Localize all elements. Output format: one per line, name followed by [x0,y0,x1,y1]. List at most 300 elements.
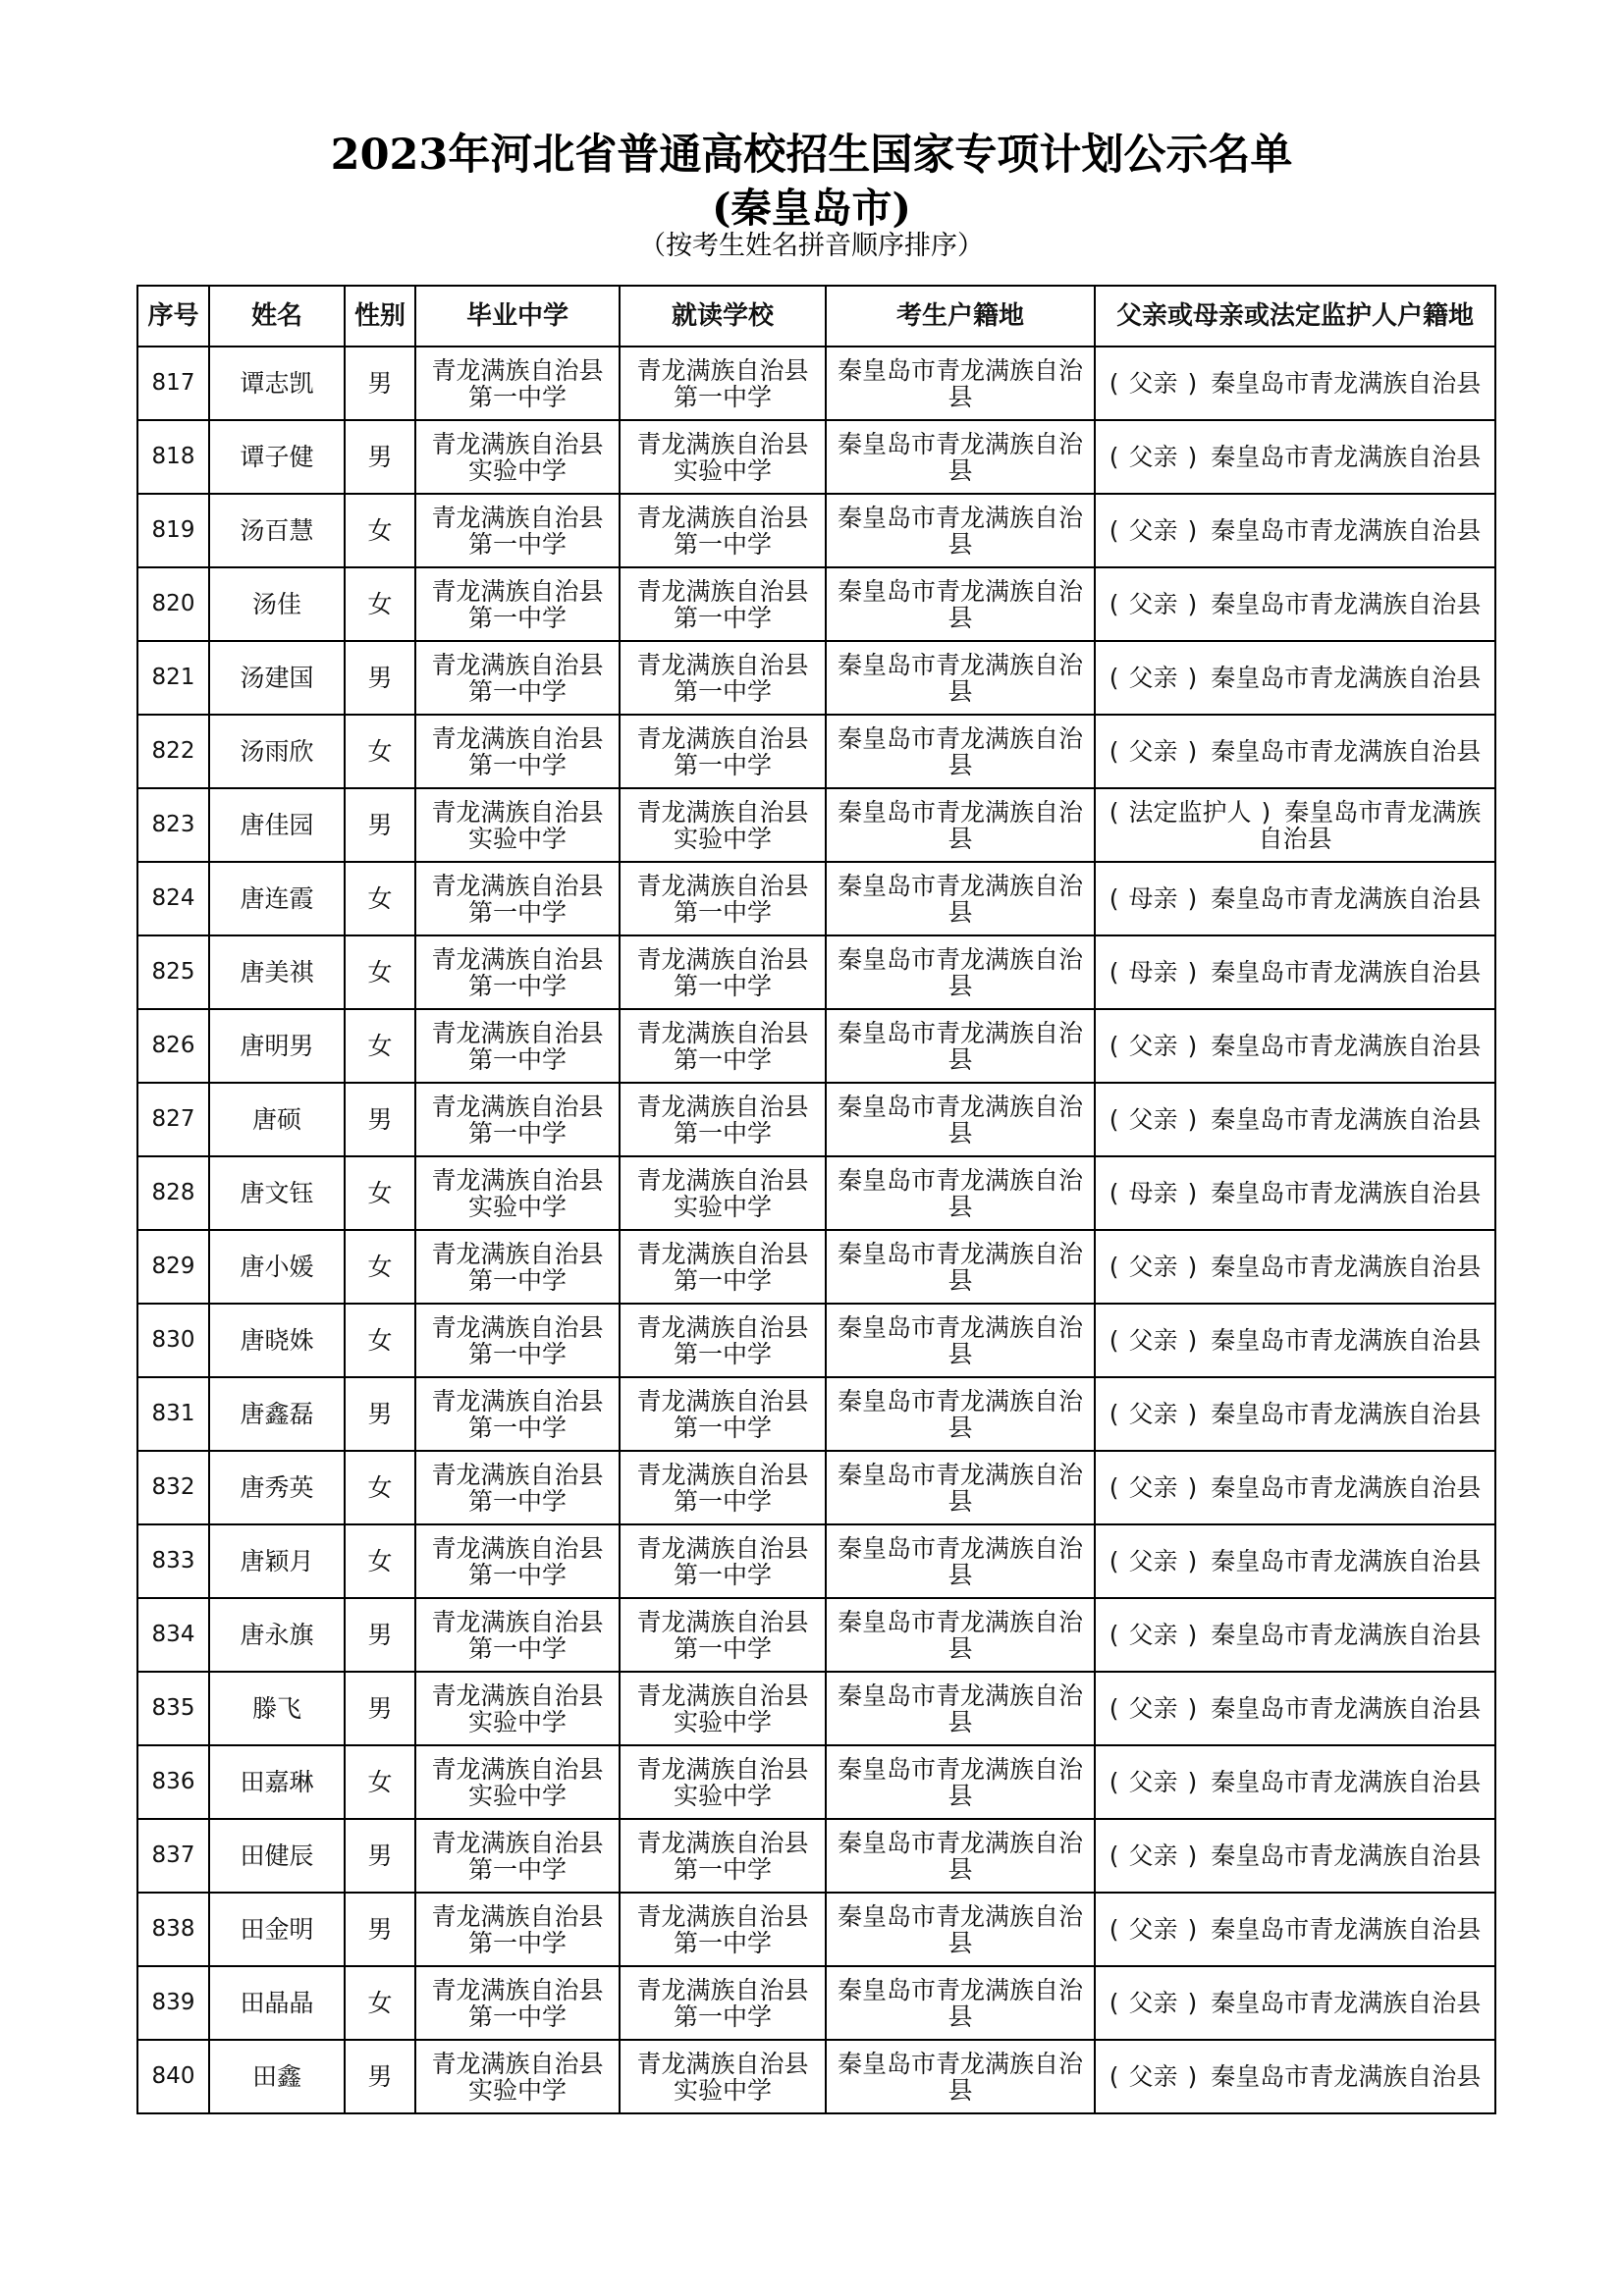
cell-guardian-hukou [1095,567,1495,641]
table-row [137,420,1495,494]
close-paren: ) [1187,1694,1198,1723]
guardian-hukou-text: 秦皇岛市青龙满族自治县 [1211,1621,1482,1649]
document-title: 2023年河北省普通高校招生国家专项计划公示名单 [330,131,1293,180]
cell-graduation-school: 青龙满族自治县第一中学 [415,1304,620,1377]
cell-seq: 830 [137,1304,209,1377]
cell-current-school: 青龙满族自治县第一中学 [620,862,826,935]
cell-current-school: 青龙满族自治县实验中学 [620,420,826,494]
table-row [137,1672,1495,1745]
cell-name: 汤百慧 [209,494,345,567]
guardian-relation: 父亲 [1128,664,1178,692]
table-row [137,2040,1495,2113]
cell-gender: 女 [345,1304,415,1377]
cell-seq: 829 [137,1230,209,1304]
guardian-hukou-text: 秦皇岛市青龙满族自治县 [1211,1842,1482,1870]
cell-current-school: 青龙满族自治县实验中学 [620,2040,826,2113]
roster-table [136,285,1496,2114]
close-paren: ) [1187,1400,1198,1428]
cell-current-school: 青龙满族自治县第一中学 [620,1009,826,1083]
cell-name: 唐晓姝 [209,1304,345,1377]
close-paren: ) [1187,1989,1198,2017]
open-paren: ( [1109,1915,1119,1944]
cell-student-hukou: 秦皇岛市青龙满族自治县 [826,1745,1095,1819]
close-paren: ) [1187,958,1198,987]
guardian-hukou-text: 秦皇岛市青龙满族自治县 [1211,1989,1482,2017]
cell-guardian-hukou [1095,935,1495,1009]
cell-current-school: 青龙满族自治县第一中学 [620,1451,826,1524]
cell-guardian-hukou [1095,1524,1495,1598]
guardian-relation: 父亲 [1128,1032,1178,1060]
open-paren: ( [1109,1621,1119,1649]
roster-body [137,347,1495,2113]
cell-gender: 女 [345,862,415,935]
guardian-hukou-text: 秦皇岛市青龙满族自治县 [1211,1915,1482,1944]
cell-graduation-school: 青龙满族自治县第一中学 [415,567,620,641]
cell-gender: 男 [345,641,415,715]
header-current-school: 就读学校 [620,286,826,347]
cell-graduation-school: 青龙满族自治县第一中学 [415,715,620,788]
close-paren: ) [1187,1179,1198,1207]
guardian-hukou-text: 秦皇岛市青龙满族自治县 [1211,1105,1482,1134]
table-row [137,1230,1495,1304]
guardian-relation: 父亲 [1128,1915,1178,1944]
cell-graduation-school: 青龙满族自治县第一中学 [415,1230,620,1304]
table-row [137,1156,1495,1230]
cell-graduation-school: 青龙满族自治县第一中学 [415,935,620,1009]
guardian-relation: 父亲 [1128,443,1178,471]
cell-seq: 818 [137,420,209,494]
cell-current-school: 青龙满族自治县实验中学 [620,1156,826,1230]
open-paren: ( [1109,1400,1119,1428]
close-paren: ) [1187,443,1198,471]
guardian-hukou-text: 秦皇岛市青龙满族自治县 [1211,443,1482,471]
cell-name: 唐颖月 [209,1524,345,1598]
cell-student-hukou: 秦皇岛市青龙满族自治县 [826,715,1095,788]
cell-student-hukou: 秦皇岛市青龙满族自治县 [826,935,1095,1009]
open-paren: ( [1109,1253,1119,1281]
guardian-relation: 父亲 [1128,1989,1178,2017]
cell-graduation-school: 青龙满族自治县第一中学 [415,1009,620,1083]
close-paren: ) [1187,1253,1198,1281]
guardian-relation: 父亲 [1128,1400,1178,1428]
guardian-relation: 父亲 [1128,1694,1178,1723]
close-paren: ) [1187,1768,1198,1796]
cell-seq: 832 [137,1451,209,1524]
cell-current-school: 青龙满族自治县第一中学 [620,1083,826,1156]
cell-student-hukou: 秦皇岛市青龙满族自治县 [826,2040,1095,2113]
cell-student-hukou: 秦皇岛市青龙满族自治县 [826,1377,1095,1451]
cell-current-school: 青龙满族自治县第一中学 [620,1524,826,1598]
close-paren: ) [1187,1032,1198,1060]
cell-gender: 男 [345,347,415,420]
cell-current-school: 青龙满族自治县第一中学 [620,715,826,788]
table-row [137,1598,1495,1672]
cell-seq: 826 [137,1009,209,1083]
cell-student-hukou: 秦皇岛市青龙满族自治县 [826,1230,1095,1304]
open-paren: ( [1109,1032,1119,1060]
guardian-hukou-text: 秦皇岛市青龙满族自治县 [1211,958,1482,987]
cell-student-hukou: 秦皇岛市青龙满族自治县 [826,1524,1095,1598]
cell-name: 汤佳 [209,567,345,641]
guardian-hukou-text: 秦皇岛市青龙满族自治县 [1211,884,1482,913]
cell-graduation-school: 青龙满族自治县第一中学 [415,1377,620,1451]
open-paren: ( [1109,797,1119,827]
guardian-relation: 父亲 [1128,1842,1178,1870]
table-row [137,1745,1495,1819]
cell-student-hukou: 秦皇岛市青龙满族自治县 [826,1893,1095,1966]
cell-guardian-hukou [1095,1745,1495,1819]
open-paren: ( [1109,1989,1119,2017]
cell-current-school: 青龙满族自治县第一中学 [620,567,826,641]
cell-current-school: 青龙满族自治县第一中学 [620,494,826,567]
cell-student-hukou: 秦皇岛市青龙满族自治县 [826,788,1095,862]
table-row [137,1451,1495,1524]
cell-graduation-school: 青龙满族自治县第一中学 [415,494,620,567]
open-paren: ( [1109,1179,1119,1207]
cell-graduation-school: 青龙满族自治县第一中学 [415,641,620,715]
cell-gender: 女 [345,1230,415,1304]
guardian-relation: 父亲 [1128,1473,1178,1502]
cell-name: 谭志凯 [209,347,345,420]
cell-gender: 女 [345,1156,415,1230]
cell-name: 谭子健 [209,420,345,494]
guardian-relation: 父亲 [1128,1326,1178,1355]
cell-current-school: 青龙满族自治县第一中学 [620,1819,826,1893]
open-paren: ( [1109,590,1119,618]
cell-guardian-hukou [1095,788,1495,862]
cell-name: 唐连霞 [209,862,345,935]
cell-gender: 男 [345,1598,415,1672]
table-row [137,567,1495,641]
guardian-relation: 父亲 [1128,1768,1178,1796]
close-paren: ) [1187,1621,1198,1649]
sort-order-note: （按考生姓名拼音顺序排序） [639,231,984,261]
cell-gender: 男 [345,1083,415,1156]
cell-seq: 837 [137,1819,209,1893]
cell-student-hukou: 秦皇岛市青龙满族自治县 [826,420,1095,494]
cell-current-school: 青龙满族自治县第一中学 [620,1304,826,1377]
cell-gender: 女 [345,1966,415,2040]
table-row [137,935,1495,1009]
close-paren: ) [1187,1915,1198,1944]
cell-gender: 男 [345,1377,415,1451]
cell-graduation-school: 青龙满族自治县实验中学 [415,1156,620,1230]
cell-seq: 827 [137,1083,209,1156]
cell-name: 田嘉琳 [209,1745,345,1819]
cell-graduation-school: 青龙满族自治县第一中学 [415,1819,620,1893]
table-row [137,862,1495,935]
cell-seq: 836 [137,1745,209,1819]
guardian-relation: 父亲 [1128,590,1178,618]
cell-graduation-school: 青龙满族自治县第一中学 [415,1893,620,1966]
guardian-relation: 父亲 [1128,1547,1178,1575]
guardian-hukou-text: 秦皇岛市青龙满族自治县 [1211,1768,1482,1796]
cell-gender: 女 [345,494,415,567]
table-row [137,1966,1495,2040]
cell-seq: 835 [137,1672,209,1745]
cell-graduation-school: 青龙满族自治县实验中学 [415,1745,620,1819]
header-guardian-hukou: 父亲或母亲或法定监护人户籍地 [1095,286,1495,347]
cell-current-school: 青龙满族自治县第一中学 [620,1598,826,1672]
cell-guardian-hukou [1095,1156,1495,1230]
cell-student-hukou: 秦皇岛市青龙满族自治县 [826,494,1095,567]
guardian-hukou-text: 秦皇岛市青龙满族自治县 [1211,516,1482,545]
cell-graduation-school: 青龙满族自治县第一中学 [415,1083,620,1156]
cell-gender: 男 [345,420,415,494]
cell-student-hukou: 秦皇岛市青龙满族自治县 [826,1304,1095,1377]
close-paren: ) [1261,797,1271,827]
cell-seq: 839 [137,1966,209,2040]
table-header-row [137,286,1495,347]
guardian-hukou-text: 秦皇岛市青龙满族自治县 [1211,1253,1482,1281]
cell-current-school: 青龙满族自治县第一中学 [620,1966,826,2040]
cell-current-school: 青龙满族自治县第一中学 [620,1377,826,1451]
cell-name: 唐文钰 [209,1156,345,1230]
cell-student-hukou: 秦皇岛市青龙满族自治县 [826,1819,1095,1893]
cell-seq: 831 [137,1377,209,1451]
cell-name: 唐明男 [209,1009,345,1083]
cell-gender: 男 [345,1819,415,1893]
cell-seq: 824 [137,862,209,935]
cell-graduation-school: 青龙满族自治县实验中学 [415,420,620,494]
cell-current-school: 青龙满族自治县实验中学 [620,1672,826,1745]
guardian-relation: 父亲 [1128,516,1178,545]
guardian-hukou-text: 秦皇岛市青龙满族自治县 [1211,1694,1482,1723]
cell-student-hukou: 秦皇岛市青龙满族自治县 [826,1083,1095,1156]
close-paren: ) [1187,2062,1198,2091]
cell-student-hukou: 秦皇岛市青龙满族自治县 [826,1966,1095,2040]
cell-seq: 817 [137,347,209,420]
cell-guardian-hukou [1095,641,1495,715]
cell-student-hukou: 秦皇岛市青龙满族自治县 [826,641,1095,715]
guardian-hukou-text: 秦皇岛市青龙满族自治县 [1211,2062,1482,2091]
cell-gender: 女 [345,567,415,641]
table-row [137,1377,1495,1451]
cell-name: 田鑫 [209,2040,345,2113]
cell-seq: 834 [137,1598,209,1672]
guardian-relation: 母亲 [1128,1179,1178,1207]
table-row [137,1893,1495,1966]
cell-name: 唐佳园 [209,788,345,862]
open-paren: ( [1109,1768,1119,1796]
guardian-relation: 法定监护人 [1128,797,1252,827]
cell-guardian-hukou [1095,347,1495,420]
open-paren: ( [1109,1842,1119,1870]
table-row [137,788,1495,862]
cell-current-school: 青龙满族自治县第一中学 [620,1230,826,1304]
cell-graduation-school: 青龙满族自治县第一中学 [415,1451,620,1524]
table-row [137,1083,1495,1156]
guardian-hukou-text: 秦皇岛市青龙满族自治县 [1211,664,1482,692]
cell-gender: 女 [345,1451,415,1524]
open-paren: ( [1109,664,1119,692]
cell-graduation-school: 青龙满族自治县第一中学 [415,862,620,935]
table-row [137,1304,1495,1377]
open-paren: ( [1109,1326,1119,1355]
cell-seq: 825 [137,935,209,1009]
table-row [137,347,1495,420]
guardian-relation: 母亲 [1128,958,1178,987]
close-paren: ) [1187,1326,1198,1355]
cell-student-hukou: 秦皇岛市青龙满族自治县 [826,347,1095,420]
cell-guardian-hukou [1095,1819,1495,1893]
open-paren: ( [1109,516,1119,545]
table-row [137,715,1495,788]
cell-student-hukou: 秦皇岛市青龙满族自治县 [826,862,1095,935]
cell-gender: 女 [345,1009,415,1083]
cell-current-school: 青龙满族自治县第一中学 [620,641,826,715]
guardian-hukou-text: 秦皇岛市青龙满族自治县 [1211,1179,1482,1207]
cell-guardian-hukou [1095,2040,1495,2113]
guardian-hukou-text: 秦皇岛市青龙满族自治县 [1211,737,1482,766]
cell-guardian-hukou [1095,420,1495,494]
cell-name: 唐鑫磊 [209,1377,345,1451]
cell-guardian-hukou [1095,1377,1495,1451]
cell-name: 唐永旗 [209,1598,345,1672]
guardian-relation: 父亲 [1128,737,1178,766]
open-paren: ( [1109,443,1119,471]
cell-gender: 男 [345,2040,415,2113]
cell-seq: 833 [137,1524,209,1598]
cell-name: 田金明 [209,1893,345,1966]
guardian-hukou-text: 秦皇岛市青龙满族自治县 [1211,369,1482,398]
table-row [137,1009,1495,1083]
cell-gender: 女 [345,1524,415,1598]
cell-guardian-hukou [1095,1083,1495,1156]
cell-name: 汤雨欣 [209,715,345,788]
table-row [137,1819,1495,1893]
close-paren: ) [1187,1473,1198,1502]
cell-gender: 女 [345,715,415,788]
cell-current-school: 青龙满族自治县第一中学 [620,347,826,420]
close-paren: ) [1187,369,1198,398]
cell-gender: 男 [345,788,415,862]
cell-graduation-school: 青龙满族自治县实验中学 [415,1672,620,1745]
document-subtitle-city: (秦皇岛市) [712,185,911,232]
header-gender: 性别 [345,286,415,347]
cell-seq: 820 [137,567,209,641]
cell-graduation-school: 青龙满族自治县实验中学 [415,788,620,862]
guardian-relation: 父亲 [1128,2062,1178,2091]
cell-guardian-hukou [1095,1672,1495,1745]
cell-name: 滕飞 [209,1672,345,1745]
cell-guardian-hukou [1095,1598,1495,1672]
guardian-hukou-text: 秦皇岛市青龙满族自治县 [1211,1032,1482,1060]
cell-current-school: 青龙满族自治县实验中学 [620,788,826,862]
cell-guardian-hukou [1095,494,1495,567]
guardian-hukou-text: 秦皇岛市青龙满族自治县 [1211,1400,1482,1428]
close-paren: ) [1187,884,1198,913]
table-row [137,1524,1495,1598]
guardian-relation: 父亲 [1128,1621,1178,1649]
close-paren: ) [1187,1547,1198,1575]
guardian-hukou-text: 秦皇岛市青龙满族自治县 [1211,590,1482,618]
open-paren: ( [1109,958,1119,987]
cell-name: 田健辰 [209,1819,345,1893]
cell-student-hukou: 秦皇岛市青龙满族自治县 [826,1598,1095,1672]
open-paren: ( [1109,2062,1119,2091]
open-paren: ( [1109,1547,1119,1575]
cell-student-hukou: 秦皇岛市青龙满族自治县 [826,567,1095,641]
cell-student-hukou: 秦皇岛市青龙满族自治县 [826,1156,1095,1230]
guardian-hukou-text: 秦皇岛市青龙满族自治县 [1258,797,1482,853]
open-paren: ( [1109,1694,1119,1723]
table-row [137,494,1495,567]
cell-seq: 838 [137,1893,209,1966]
header-graduation-school: 毕业中学 [415,286,620,347]
open-paren: ( [1109,1105,1119,1134]
close-paren: ) [1187,664,1198,692]
close-paren: ) [1187,737,1198,766]
cell-graduation-school: 青龙满族自治县第一中学 [415,1598,620,1672]
cell-graduation-school: 青龙满族自治县实验中学 [415,2040,620,2113]
cell-guardian-hukou [1095,1230,1495,1304]
close-paren: ) [1187,1105,1198,1134]
cell-guardian-hukou [1095,1893,1495,1966]
guardian-relation: 母亲 [1128,884,1178,913]
cell-seq: 828 [137,1156,209,1230]
cell-gender: 男 [345,1672,415,1745]
guardian-relation: 父亲 [1128,1253,1178,1281]
header-name: 姓名 [209,286,345,347]
cell-current-school: 青龙满族自治县第一中学 [620,1893,826,1966]
open-paren: ( [1109,884,1119,913]
cell-seq: 840 [137,2040,209,2113]
cell-guardian-hukou [1095,862,1495,935]
cell-graduation-school: 青龙满族自治县第一中学 [415,1966,620,2040]
guardian-relation: 父亲 [1128,369,1178,398]
cell-current-school: 青龙满族自治县第一中学 [620,935,826,1009]
open-paren: ( [1109,737,1119,766]
cell-seq: 821 [137,641,209,715]
cell-name: 唐硕 [209,1083,345,1156]
cell-guardian-hukou [1095,1451,1495,1524]
cell-gender: 女 [345,1745,415,1819]
guardian-hukou-text: 秦皇岛市青龙满族自治县 [1211,1326,1482,1355]
cell-current-school: 青龙满族自治县实验中学 [620,1745,826,1819]
open-paren: ( [1109,369,1119,398]
header-student-hukou: 考生户籍地 [826,286,1095,347]
cell-gender: 女 [345,935,415,1009]
cell-gender: 男 [345,1893,415,1966]
cell-name: 田晶晶 [209,1966,345,2040]
cell-name: 汤建国 [209,641,345,715]
cell-graduation-school: 青龙满族自治县第一中学 [415,1524,620,1598]
guardian-relation: 父亲 [1128,1105,1178,1134]
cell-student-hukou: 秦皇岛市青龙满族自治县 [826,1451,1095,1524]
table-row [137,641,1495,715]
cell-guardian-hukou [1095,1009,1495,1083]
cell-guardian-hukou [1095,715,1495,788]
cell-seq: 823 [137,788,209,862]
close-paren: ) [1187,1842,1198,1870]
close-paren: ) [1187,516,1198,545]
cell-name: 唐小媛 [209,1230,345,1304]
cell-graduation-school: 青龙满族自治县第一中学 [415,347,620,420]
cell-student-hukou: 秦皇岛市青龙满族自治县 [826,1672,1095,1745]
cell-seq: 822 [137,715,209,788]
close-paren: ) [1187,590,1198,618]
cell-seq: 819 [137,494,209,567]
guardian-hukou-text: 秦皇岛市青龙满族自治县 [1211,1473,1482,1502]
cell-name: 唐美祺 [209,935,345,1009]
open-paren: ( [1109,1473,1119,1502]
guardian-hukou-text: 秦皇岛市青龙满族自治县 [1211,1547,1482,1575]
header-seq: 序号 [137,286,209,347]
cell-student-hukou: 秦皇岛市青龙满族自治县 [826,1009,1095,1083]
cell-guardian-hukou [1095,1966,1495,2040]
cell-name: 唐秀英 [209,1451,345,1524]
